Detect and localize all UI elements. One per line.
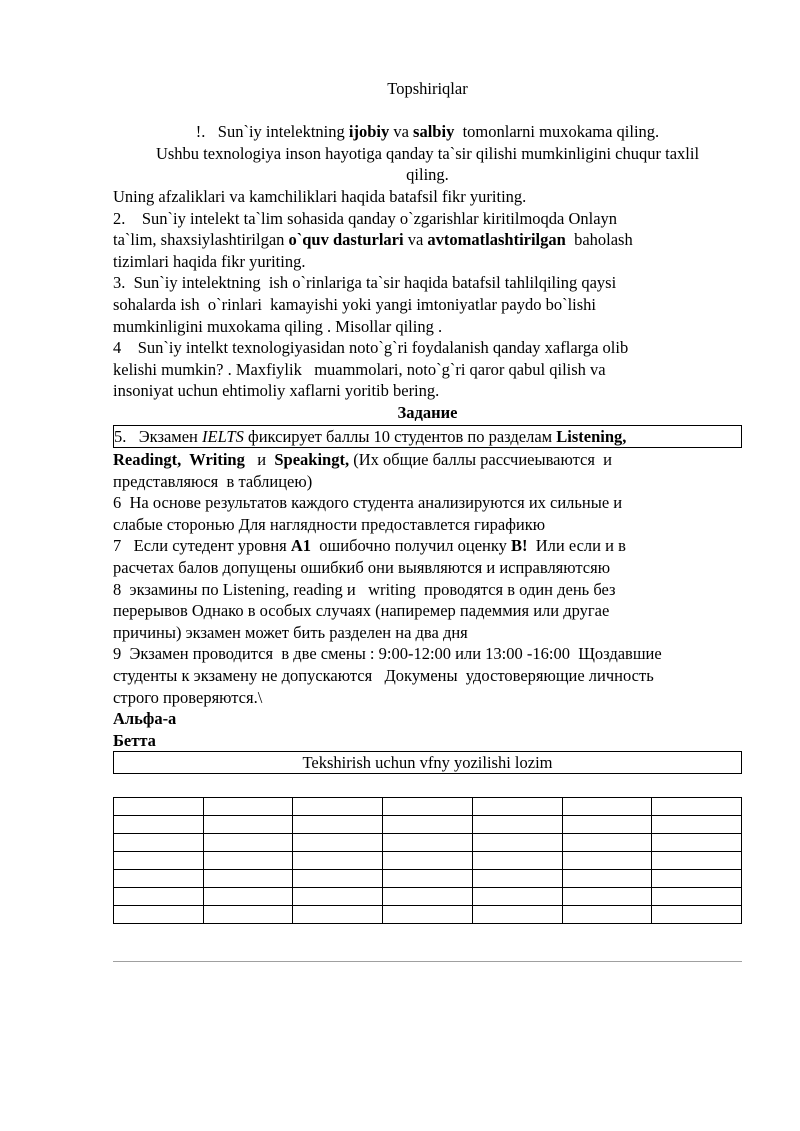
text-run: Uning afzaliklari va kamchiliklari haqida batafsil fikr yuriting. xyxy=(113,186,527,206)
text-run: Topshiriqlar xyxy=(387,79,468,98)
table-cell xyxy=(383,834,473,852)
table-cell xyxy=(652,888,742,906)
text-line xyxy=(113,492,742,514)
table-row xyxy=(114,852,742,870)
check-note-box xyxy=(113,751,742,774)
text-run: IELTS xyxy=(202,426,244,446)
table-cell xyxy=(472,798,562,816)
text-line xyxy=(113,471,742,493)
table-cell xyxy=(203,870,293,888)
text-line xyxy=(113,186,742,208)
text-run: Задание xyxy=(397,402,458,422)
text-run: Бетта xyxy=(113,730,156,750)
table-cell xyxy=(203,834,293,852)
text-run: Speakingt, xyxy=(274,450,350,470)
text-run: фиксирует баллы 10 студентов по разделам xyxy=(243,426,557,446)
table-cell xyxy=(293,870,383,888)
text-run: и xyxy=(244,450,275,470)
table-cell xyxy=(203,816,293,834)
table-row xyxy=(114,870,742,888)
text-run: kelishi mumkin? . Maxfiylik muammolari, noto`g`ri qaror qabul qilish va xyxy=(113,359,606,379)
table-cell xyxy=(562,906,652,924)
table-cell xyxy=(472,816,562,834)
table-row xyxy=(114,798,742,816)
table-row xyxy=(114,834,742,852)
table-cell xyxy=(114,798,204,816)
text-run: sohalarda ish o`rinlari kamayishi yoki yangi imtoniyatlar paydo bo`lishi xyxy=(113,294,596,314)
blank-line xyxy=(113,100,742,122)
text-run: Readingt, Writing xyxy=(113,450,245,470)
text-line xyxy=(113,359,742,381)
table-cell xyxy=(652,834,742,852)
text-run: строго проверяются.\ xyxy=(113,687,263,707)
table-cell xyxy=(114,906,204,924)
text-run: представляюся в таблицею) xyxy=(113,471,313,491)
text-run: 2. Sun`iy intelekt ta`lim sohasida qanday o`zgarishlar kiritilmoqda Onlayn xyxy=(113,208,618,228)
text-run: причины) экзамен может бить разделен на два дня xyxy=(113,622,468,642)
text-run: 6 На основе результатов каждого студента анализируются их сильные и xyxy=(113,493,623,513)
text-line xyxy=(113,708,742,730)
table-cell xyxy=(562,816,652,834)
text-line xyxy=(113,164,742,186)
text-line xyxy=(113,380,742,402)
text-line xyxy=(113,514,742,536)
text-line xyxy=(113,143,742,165)
table-cell xyxy=(293,888,383,906)
table-cell xyxy=(562,834,652,852)
text-run: расчетах балов допущены ошибкиб они выявляются и исправляютсяю xyxy=(113,558,611,578)
text-run: перерывов Однако в особых случаях (напиремер падеммия или другае xyxy=(113,601,610,621)
table-cell xyxy=(383,816,473,834)
text-run: ta`lim, shaxsiylashtirilgan xyxy=(113,230,289,250)
text-line xyxy=(113,316,742,338)
table-cell xyxy=(293,798,383,816)
text-line xyxy=(113,121,742,143)
table-cell xyxy=(114,834,204,852)
text-line xyxy=(113,251,742,273)
text-run: 3. Sun`iy intelektning ish o`rinlariga ta`sir haqida batafsil tahlilqiling qaysi xyxy=(113,273,617,293)
text-run: !. Sun`iy intelektning xyxy=(195,122,349,142)
table-cell xyxy=(562,798,652,816)
text-line xyxy=(113,208,742,230)
text-run: avtomatlashtirilgan xyxy=(427,230,566,250)
document-content xyxy=(113,0,742,962)
text-line xyxy=(113,687,742,709)
text-line xyxy=(113,643,742,665)
text-line xyxy=(113,294,742,316)
table-cell xyxy=(383,906,473,924)
text-run: Альфа-а xyxy=(113,709,177,729)
table-cell xyxy=(203,798,293,816)
text-run: (Их общие баллы рассчиеываются и xyxy=(349,450,612,470)
text-run: insoniyat uchun ehtimoliy xaflarni yoritib bering. xyxy=(113,381,440,401)
section-heading xyxy=(113,402,742,424)
table-cell xyxy=(114,888,204,906)
text-run: tizimlari haqida fikr yuriting. xyxy=(113,251,306,271)
table-cell xyxy=(203,852,293,870)
table-cell xyxy=(652,852,742,870)
table-cell xyxy=(652,870,742,888)
table-cell xyxy=(472,888,562,906)
text-line xyxy=(113,272,742,294)
text-run: mumkinligini muxokama qiling . Misollar qiling . xyxy=(113,316,443,336)
table-cell xyxy=(652,906,742,924)
text-line xyxy=(113,449,742,471)
text-run: 7 Если сутедент уровня xyxy=(113,536,291,556)
table-cell xyxy=(472,870,562,888)
text-line xyxy=(113,600,742,622)
table-cell xyxy=(562,852,652,870)
scores-table xyxy=(113,797,742,924)
table-cell xyxy=(383,798,473,816)
text-line xyxy=(113,622,742,644)
text-run: студенты к экзамену не допускаются Докумены удостоверяющие личность xyxy=(113,666,654,686)
footer-divider xyxy=(113,961,742,962)
text-run: 9 Экзамен проводится в две смены : 9:00-12:00 или 13:00 -16:00 Щоздавшие xyxy=(113,644,662,664)
doc-title xyxy=(113,78,742,100)
text-line xyxy=(113,535,742,557)
text-line xyxy=(113,557,742,579)
text-run: 4 Sun`iy intelkt texnologiyasidan noto`g`ri foydalanish qanday xaflarga olib xyxy=(113,338,629,358)
text-run: baholash xyxy=(565,230,633,250)
text-line xyxy=(113,665,742,687)
text-run: ошибочно получил оценку xyxy=(311,536,512,556)
check-note-text: Tekshirish uchun vfny yozilishi lozim xyxy=(302,753,553,773)
text-run: tomonlarni muxokama qiling. xyxy=(454,122,660,142)
text-run: 8 экзамины по Listening, reading и writing проводятся в один день без xyxy=(113,579,616,599)
text-run: o`quv dasturlari xyxy=(288,230,404,250)
boxed-line xyxy=(113,425,742,449)
table-cell xyxy=(383,870,473,888)
table-cell xyxy=(472,906,562,924)
table-cell xyxy=(203,906,293,924)
text-run: Listening, xyxy=(556,426,627,446)
table-cell xyxy=(114,852,204,870)
text-run: B! xyxy=(511,536,528,556)
text-run: va xyxy=(389,122,414,142)
table-cell xyxy=(203,888,293,906)
table-cell xyxy=(383,888,473,906)
document-text xyxy=(113,78,742,751)
text-run: va xyxy=(403,230,428,250)
table-cell xyxy=(562,870,652,888)
table-row xyxy=(114,906,742,924)
table-cell xyxy=(114,870,204,888)
table-cell xyxy=(114,816,204,834)
table-cell xyxy=(293,906,383,924)
text-run: 5. Экзамен xyxy=(114,426,203,446)
text-run: Или если и в xyxy=(527,536,626,556)
text-run: слабые сторонью Для наглядности предоставлется гирафикю xyxy=(113,514,546,534)
text-run: A1 xyxy=(290,536,312,556)
table-cell xyxy=(472,834,562,852)
table-cell xyxy=(652,816,742,834)
text-line xyxy=(113,337,742,359)
text-run: salbiy xyxy=(413,122,455,142)
text-run: Ushbu texnologiya inson hayotiga qanday ta`sir qilishi mumkinligini chuqur taxlil xyxy=(155,143,700,163)
text-run: qiling. xyxy=(406,165,449,185)
text-line xyxy=(113,229,742,251)
table-cell xyxy=(383,852,473,870)
table-cell xyxy=(472,852,562,870)
text-line xyxy=(113,579,742,601)
table-cell xyxy=(652,798,742,816)
table-cell xyxy=(293,834,383,852)
text-line xyxy=(113,730,742,752)
table-cell xyxy=(293,852,383,870)
table-row xyxy=(114,816,742,834)
text-run: ijobiy xyxy=(348,122,390,142)
table-row xyxy=(114,888,742,906)
table-cell xyxy=(293,816,383,834)
table-cell xyxy=(562,888,652,906)
